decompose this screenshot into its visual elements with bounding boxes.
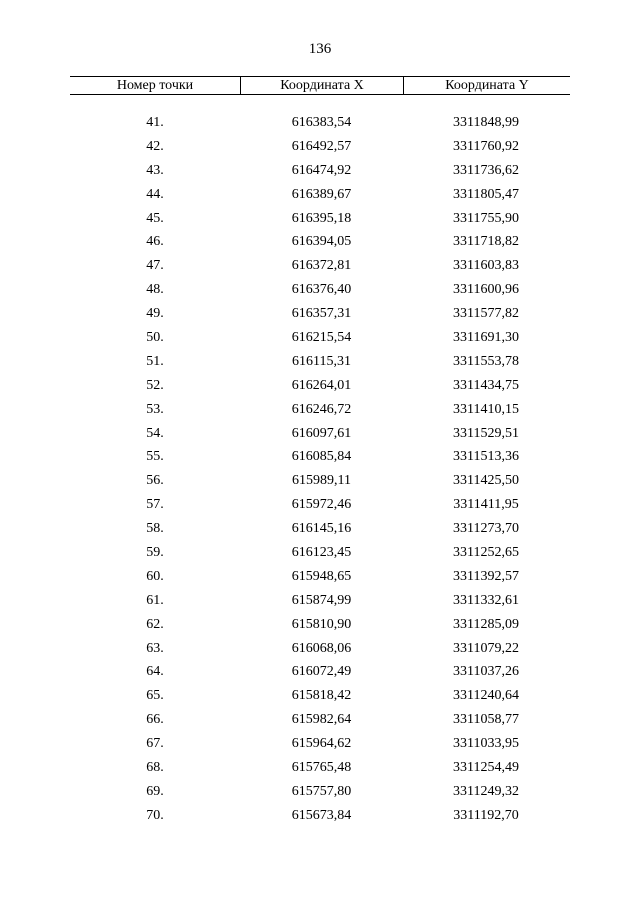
coordinate-x-cell: 616246,72 [291, 401, 352, 417]
point-number-cell: 66. [146, 712, 164, 728]
coordinate-y-cell: 3311285,09 [453, 616, 519, 632]
table-row [70, 541, 570, 565]
point-number-cell: 68. [146, 760, 164, 776]
coordinate-y-cell: 3311079,22 [453, 640, 519, 656]
coordinate-y-cell: 3311037,26 [453, 664, 519, 680]
table-row [70, 422, 570, 446]
coordinate-x-cell: 616372,81 [291, 258, 352, 274]
point-number-cell: 55. [146, 449, 164, 465]
coordinate-x-cell: 616383,54 [291, 115, 352, 130]
coordinate-y-cell: 3311736,62 [453, 162, 519, 178]
coordinate-y-cell: 3311691,30 [453, 330, 519, 346]
table-header [70, 76, 570, 95]
coordinate-x-cell: 616394,05 [291, 234, 352, 250]
coordinate-y-cell: 3311033,95 [453, 736, 519, 752]
table-row [70, 254, 570, 278]
coordinate-y-cell: 3311600,96 [453, 282, 519, 298]
coordinate-x-cell: 616376,40 [291, 282, 352, 298]
point-number-cell: 67. [146, 736, 164, 752]
coordinate-x-cell: 615964,62 [291, 736, 352, 752]
coordinate-x-cell: 615673,84 [291, 807, 352, 823]
point-number-cell: 69. [146, 783, 164, 799]
point-number-cell: 50. [146, 330, 164, 346]
table-row [70, 804, 570, 828]
point-number-cell: 61. [146, 592, 164, 608]
table-row [70, 613, 570, 637]
table-row [70, 398, 570, 422]
table-row [70, 493, 570, 517]
coordinate-x-cell: 615757,80 [291, 783, 352, 799]
coordinate-y-cell: 3311577,82 [453, 306, 519, 322]
coordinate-x-cell: 616072,49 [291, 664, 352, 680]
point-number-cell: 63. [146, 640, 164, 656]
point-number-cell: 57. [146, 497, 164, 513]
coordinate-x-cell: 615948,65 [291, 568, 352, 584]
point-number-cell: 51. [146, 353, 164, 369]
coordinate-y-cell: 3311392,57 [453, 568, 519, 584]
table-row [70, 637, 570, 661]
table-row [70, 517, 570, 541]
coordinate-x-cell: 616389,67 [291, 186, 352, 202]
coordinate-y-cell: 3311718,82 [453, 234, 519, 250]
table-row [70, 469, 570, 493]
coordinate-y-cell: 3311434,75 [453, 377, 519, 393]
coordinate-y-cell: 3311240,64 [453, 688, 519, 704]
point-number-cell: 62. [146, 616, 164, 632]
coordinate-x-cell: 615765,48 [291, 760, 352, 776]
point-number-cell: 45. [146, 210, 164, 226]
point-number-cell: 60. [146, 568, 164, 584]
coordinate-y-cell: 3311252,65 [453, 545, 519, 561]
point-number-cell: 52. [146, 377, 164, 393]
coordinate-x-cell: 616123,45 [291, 545, 352, 561]
point-number-cell: 49. [146, 306, 164, 322]
table-row [70, 326, 570, 350]
table-row [70, 207, 570, 231]
table-row [70, 780, 570, 804]
point-number-cell: 41. [146, 115, 164, 130]
coordinate-x-cell: 616264,01 [291, 377, 352, 393]
table-row [70, 732, 570, 756]
point-number-cell: 65. [146, 688, 164, 704]
coordinate-x-cell: 616085,84 [291, 449, 352, 465]
point-number-cell: 46. [146, 234, 164, 250]
coordinate-x-cell: 615874,99 [291, 592, 352, 608]
coordinate-y-cell: 3311553,78 [453, 353, 519, 369]
point-number-cell: 58. [146, 521, 164, 537]
coordinate-x-cell: 615818,42 [291, 688, 352, 704]
point-number-cell: 53. [146, 401, 164, 417]
point-number-cell: 56. [146, 473, 164, 489]
point-number-cell: 47. [146, 258, 164, 274]
table-row [70, 684, 570, 708]
table-row [70, 278, 570, 302]
coordinate-x-cell: 616395,18 [291, 210, 352, 226]
table-row [70, 660, 570, 684]
point-number-cell: 44. [146, 186, 164, 202]
table-row [70, 183, 570, 207]
header-point-number: Номер точки [116, 78, 194, 93]
coordinate-y-cell: 3311192,70 [453, 807, 519, 823]
point-number-cell: 48. [146, 282, 164, 298]
coordinate-x-cell: 615972,46 [291, 497, 352, 513]
coordinate-x-cell: 616115,31 [292, 353, 351, 369]
table-row [70, 159, 570, 183]
coordinate-x-cell: 616357,31 [291, 306, 352, 322]
coordinate-y-cell: 3311254,49 [453, 760, 519, 776]
coordinate-y-cell: 3311529,51 [453, 425, 519, 441]
coordinate-y-cell: 3311411,95 [453, 497, 519, 513]
coordinate-x-cell: 615989,11 [292, 473, 351, 489]
coordinate-y-cell: 3311249,32 [453, 783, 519, 799]
point-number-cell: 64. [146, 664, 164, 680]
coordinate-x-cell: 616492,57 [291, 138, 352, 154]
page-number: 136 [308, 41, 332, 57]
coordinate-x-cell: 616474,92 [291, 162, 352, 178]
coordinate-x-cell: 616068,06 [291, 640, 352, 656]
table-row [70, 374, 570, 398]
header-coordinate-y: Координата Y [403, 77, 570, 94]
coordinate-y-cell: 3311425,50 [453, 473, 519, 489]
coordinate-y-cell: 3311760,92 [453, 138, 519, 154]
table-row [70, 350, 570, 374]
coordinate-y-cell: 3311848,99 [453, 115, 519, 130]
coordinates-table [70, 76, 570, 828]
table-row [70, 708, 570, 732]
coordinate-y-cell: 3311603,83 [453, 258, 519, 274]
coordinate-y-cell: 3311513,36 [453, 449, 519, 465]
header-coordinate-x: Координата X [240, 77, 403, 94]
point-number-cell: 70. [146, 807, 164, 823]
coordinate-x-cell: 616145,16 [291, 521, 352, 537]
table-row [70, 589, 570, 613]
point-number-cell: 59. [146, 545, 164, 561]
coordinate-x-cell: 616215,54 [291, 330, 352, 346]
table-row [70, 565, 570, 589]
table-row [70, 445, 570, 469]
point-number-cell: 43. [146, 162, 164, 178]
table-row [70, 135, 570, 159]
coordinate-x-cell: 615810,90 [291, 616, 352, 632]
table-row [70, 230, 570, 254]
table-row [70, 111, 570, 135]
coordinate-y-cell: 3311805,47 [453, 186, 519, 202]
table-body [70, 95, 570, 828]
coordinate-x-cell: 616097,61 [291, 425, 352, 441]
table-row [70, 756, 570, 780]
coordinate-x-cell: 615982,64 [291, 712, 352, 728]
coordinate-y-cell: 3311410,15 [453, 401, 519, 417]
table-row [70, 302, 570, 326]
point-number-cell: 54. [146, 425, 164, 441]
coordinate-y-cell: 3311058,77 [453, 712, 519, 728]
coordinate-y-cell: 3311273,70 [453, 521, 519, 537]
coordinate-y-cell: 3311755,90 [453, 210, 519, 226]
point-number-cell: 42. [146, 138, 164, 154]
coordinate-y-cell: 3311332,61 [453, 592, 519, 608]
